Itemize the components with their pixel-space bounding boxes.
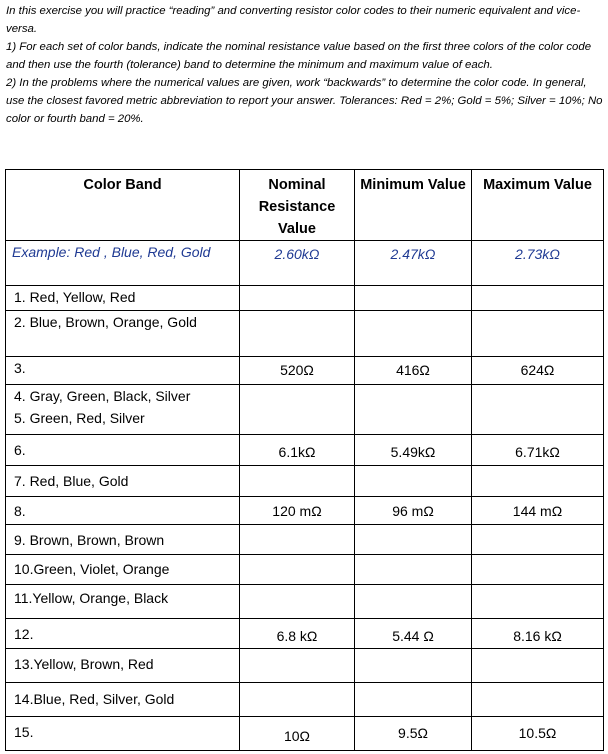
instructions-step-1: 1) For each set of color bands, indicate the nominal resistance value based on the first three colors of the color code and then use the fourth (tolerance) band to determine the minimum and maximum value of each. bbox=[6, 41, 592, 71]
row-nominal bbox=[240, 555, 355, 585]
table-row bbox=[6, 717, 604, 751]
row-minimum bbox=[355, 385, 472, 435]
row-minimum: 96 mΩ bbox=[355, 497, 472, 525]
row-maximum bbox=[472, 585, 604, 619]
row-maximum bbox=[472, 385, 604, 435]
table-row bbox=[6, 286, 604, 311]
table-row bbox=[6, 555, 604, 585]
row-maximum bbox=[472, 525, 604, 555]
row-band: 8. bbox=[6, 497, 240, 525]
example-maximum: 2.73kΩ bbox=[472, 241, 604, 286]
instructions bbox=[6, 2, 604, 128]
table-row bbox=[6, 466, 604, 497]
example-nominal: 2.60kΩ bbox=[240, 241, 355, 286]
row-band-line-5: 5. Green, Red, Silver bbox=[14, 410, 145, 426]
header-maximum: Maximum Value bbox=[472, 170, 604, 241]
row-maximum bbox=[472, 466, 604, 497]
row-maximum bbox=[472, 683, 604, 717]
row-nominal: 520Ω bbox=[240, 357, 355, 385]
table-row bbox=[6, 683, 604, 717]
row-nominal bbox=[240, 311, 355, 357]
row-minimum bbox=[355, 555, 472, 585]
row-nominal bbox=[240, 683, 355, 717]
row-nominal: 6.8 kΩ bbox=[240, 619, 355, 649]
row-band bbox=[6, 385, 240, 435]
row-nominal: 10Ω bbox=[240, 717, 355, 751]
row-band: 3. bbox=[6, 357, 240, 385]
row-band: 6. bbox=[6, 435, 240, 466]
table-row bbox=[6, 385, 604, 435]
row-band: 9. Brown, Brown, Brown bbox=[6, 525, 240, 555]
row-nominal bbox=[240, 385, 355, 435]
row-band: 2. Blue, Brown, Orange, Gold bbox=[6, 311, 240, 357]
row-minimum bbox=[355, 585, 472, 619]
row-maximum bbox=[472, 286, 604, 311]
row-band: 1. Red, Yellow, Red bbox=[6, 286, 240, 311]
row-minimum: 5.49kΩ bbox=[355, 435, 472, 466]
table-row bbox=[6, 649, 604, 683]
row-maximum bbox=[472, 311, 604, 357]
instructions-step-2: 2) In the problems where the numerical values are given, work “backwards” to determine the color code. In general, use the closest favored metric abbreviation to report your answer. Tolerances: Red = 2%; Gold = 5%; Silver = 10%; No color or fourth band = 20%. bbox=[6, 77, 603, 125]
header-minimum: Minimum Value bbox=[355, 170, 472, 241]
row-minimum: 416Ω bbox=[355, 357, 472, 385]
table-row bbox=[6, 585, 604, 619]
row-maximum bbox=[472, 649, 604, 683]
table-row bbox=[6, 525, 604, 555]
row-band: 15. bbox=[6, 717, 240, 751]
row-band: 13.Yellow, Brown, Red bbox=[6, 649, 240, 683]
row-maximum bbox=[472, 555, 604, 585]
resistor-table bbox=[5, 169, 604, 751]
row-minimum bbox=[355, 466, 472, 497]
row-nominal bbox=[240, 649, 355, 683]
table-row bbox=[6, 435, 604, 466]
instructions-intro: In this exercise you will practice “reading” and converting resistor color codes to their numeric equivalent and vice-versa. bbox=[6, 5, 581, 35]
row-band: 12. bbox=[6, 619, 240, 649]
row-maximum: 624Ω bbox=[472, 357, 604, 385]
row-band-line-4: 4. Gray, Green, Black, Silver bbox=[14, 388, 191, 404]
row-nominal bbox=[240, 286, 355, 311]
row-minimum: 9.5Ω bbox=[355, 717, 472, 751]
row-nominal bbox=[240, 466, 355, 497]
table-row bbox=[6, 357, 604, 385]
row-nominal bbox=[240, 525, 355, 555]
row-band: 14.Blue, Red, Silver, Gold bbox=[6, 683, 240, 717]
row-minimum bbox=[355, 683, 472, 717]
example-row bbox=[6, 241, 604, 286]
example-band: Example: Red , Blue, Red, Gold bbox=[6, 241, 240, 286]
row-maximum: 144 mΩ bbox=[472, 497, 604, 525]
row-nominal: 120 mΩ bbox=[240, 497, 355, 525]
row-nominal bbox=[240, 585, 355, 619]
row-band: 11.Yellow, Orange, Black bbox=[6, 585, 240, 619]
table-row bbox=[6, 619, 604, 649]
row-nominal: 6.1kΩ bbox=[240, 435, 355, 466]
table-row bbox=[6, 497, 604, 525]
row-minimum: 5.44 Ω bbox=[355, 619, 472, 649]
table-row bbox=[6, 311, 604, 357]
row-maximum: 8.16 kΩ bbox=[472, 619, 604, 649]
header-nominal: Nominal Resistance Value bbox=[240, 170, 355, 241]
header-color-band: Color Band bbox=[6, 170, 240, 241]
example-minimum: 2.47kΩ bbox=[355, 241, 472, 286]
table-header-row bbox=[6, 170, 604, 241]
row-minimum bbox=[355, 525, 472, 555]
row-minimum bbox=[355, 311, 472, 357]
row-maximum: 10.5Ω bbox=[472, 717, 604, 751]
row-band: 10.Green, Violet, Orange bbox=[6, 555, 240, 585]
row-minimum bbox=[355, 649, 472, 683]
row-band: 7. Red, Blue, Gold bbox=[6, 466, 240, 497]
row-minimum bbox=[355, 286, 472, 311]
row-maximum: 6.71kΩ bbox=[472, 435, 604, 466]
